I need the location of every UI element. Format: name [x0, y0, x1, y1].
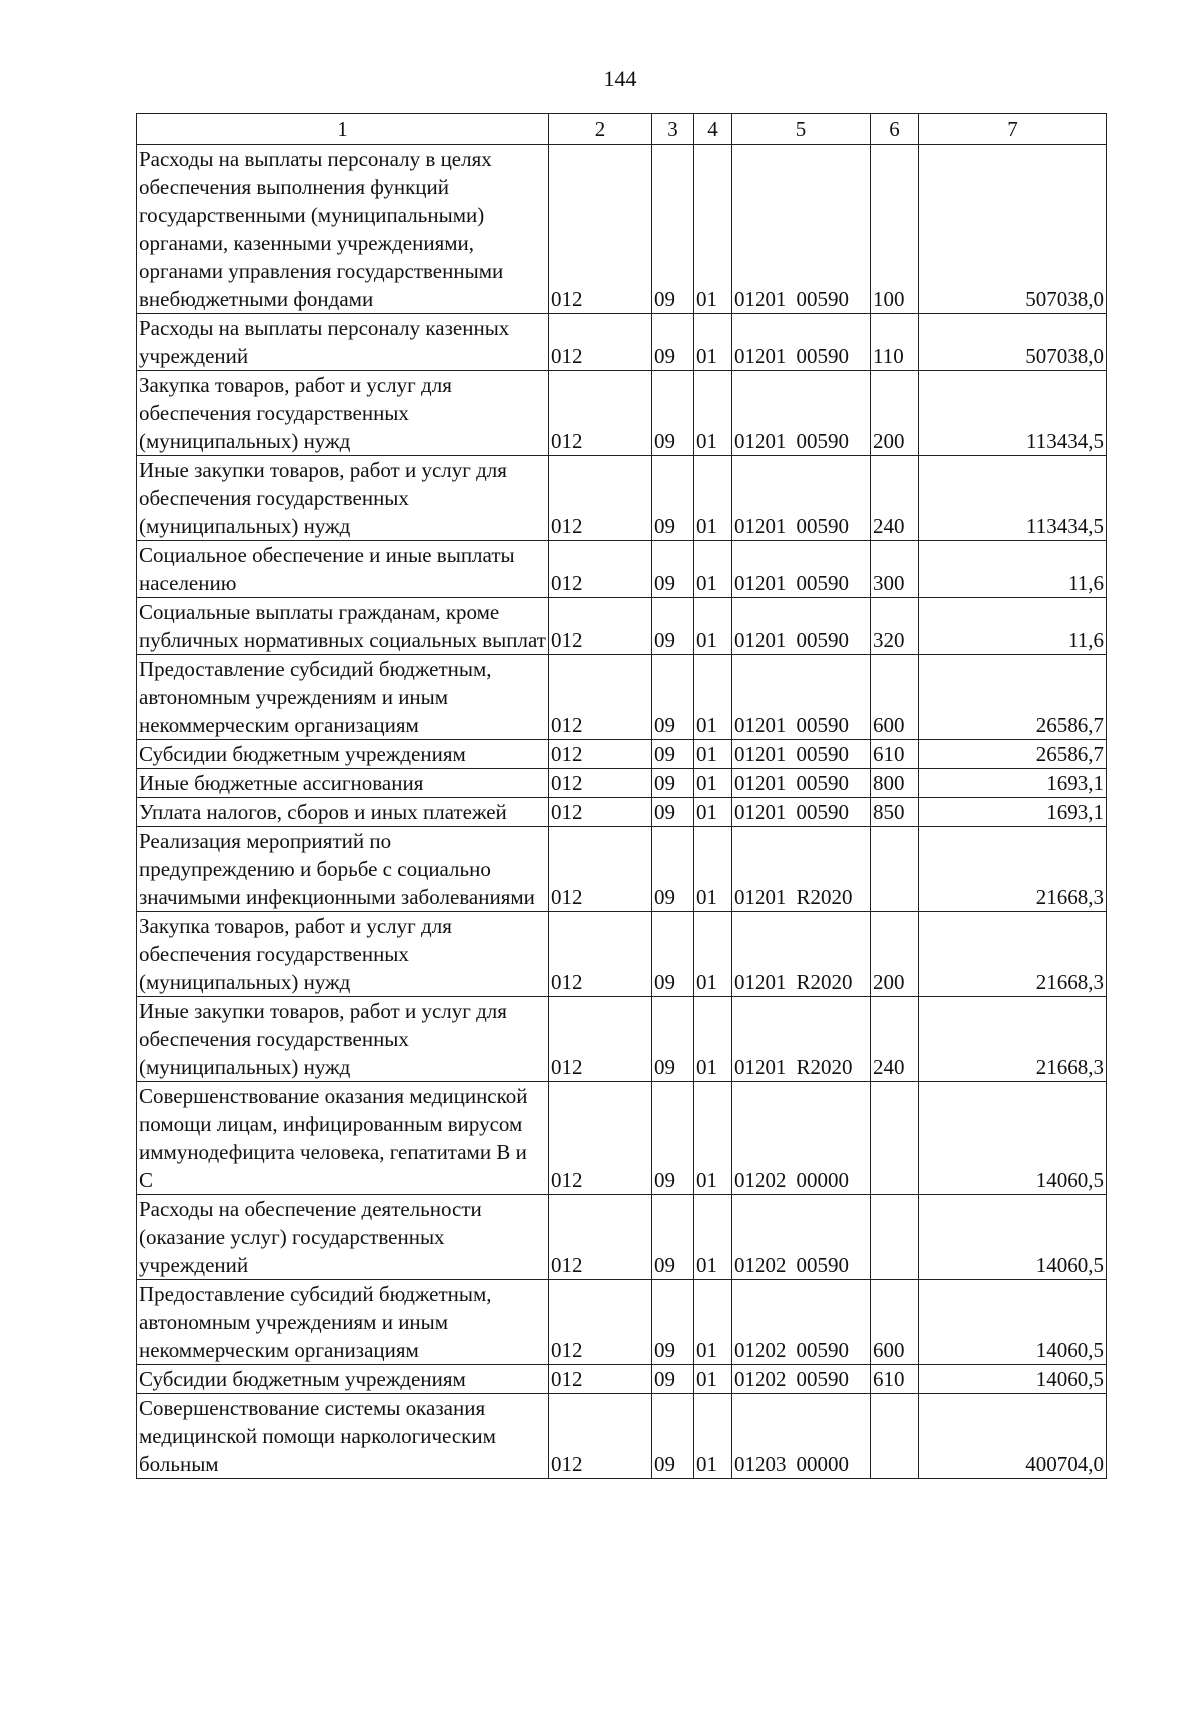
- section-code-cell: 09: [652, 1195, 694, 1280]
- table-row: [137, 1195, 1107, 1280]
- program-code: 01201: [734, 742, 787, 766]
- ministry-code-cell: 012: [549, 1365, 652, 1394]
- expense-type-cell: 240: [871, 997, 919, 1082]
- amount-cell: 507038,0: [919, 314, 1107, 371]
- expense-type-cell: 850: [871, 798, 919, 827]
- header-cell: 6: [871, 114, 919, 145]
- ministry-code-cell: 012: [549, 912, 652, 997]
- target-article-cell: [732, 371, 871, 456]
- expense-name-cell: Субсидии бюджетным учреждениям: [137, 1365, 549, 1394]
- expense-type-cell: 320: [871, 598, 919, 655]
- direction-code: 00590: [796, 287, 849, 311]
- section-code-cell: 09: [652, 798, 694, 827]
- program-code: 01202: [734, 1338, 787, 1362]
- amount-cell: 26586,7: [919, 655, 1107, 740]
- table-row: [137, 740, 1107, 769]
- expense-name-cell: Расходы на обеспечение деятельности (оказание услуг) государственных учреждений: [137, 1195, 549, 1280]
- direction-code: 00590: [796, 429, 849, 453]
- header-row: [137, 114, 1107, 145]
- subsection-code-cell: 01: [694, 655, 732, 740]
- amount-cell: 1693,1: [919, 798, 1107, 827]
- program-code: 01201: [734, 885, 787, 909]
- section-code-cell: 09: [652, 598, 694, 655]
- subsection-code-cell: 01: [694, 827, 732, 912]
- target-article-cell: [732, 1195, 871, 1280]
- subsection-code-cell: 01: [694, 145, 732, 314]
- direction-code: 00590: [796, 514, 849, 538]
- target-article-cell: [732, 1082, 871, 1195]
- expense-type-cell: 300: [871, 541, 919, 598]
- target-article-cell: [732, 740, 871, 769]
- page-number: 144: [603, 66, 637, 91]
- program-code: 01201: [734, 429, 787, 453]
- ministry-code-cell: 012: [549, 740, 652, 769]
- table-row: [137, 655, 1107, 740]
- ministry-code-cell: 012: [549, 541, 652, 598]
- expense-name-cell: Расходы на выплаты персоналу в целях обеспечения выполнения функций государственными (муниципальными) органами, казенными учреждениями, органами управления государственными внебюджетными фондами: [137, 145, 549, 314]
- target-article-cell: [732, 1394, 871, 1479]
- ministry-code-cell: 012: [549, 798, 652, 827]
- table-row: [137, 598, 1107, 655]
- expense-name-cell: Иные закупки товаров, работ и услуг для обеспечения государственных (муниципальных) нужд: [137, 997, 549, 1082]
- table-row: [137, 541, 1107, 598]
- direction-code: 00000: [796, 1168, 849, 1192]
- program-code: 01201: [734, 970, 787, 994]
- program-code: 01201: [734, 344, 787, 368]
- target-article-cell: [732, 456, 871, 541]
- amount-cell: 14060,5: [919, 1365, 1107, 1394]
- expense-name-cell: Социальное обеспечение и иные выплаты населению: [137, 541, 549, 598]
- table-row: [137, 314, 1107, 371]
- subsection-code-cell: 01: [694, 769, 732, 798]
- section-code-cell: 09: [652, 740, 694, 769]
- direction-code: 00590: [796, 344, 849, 368]
- section-code-cell: 09: [652, 1365, 694, 1394]
- ministry-code-cell: 012: [549, 827, 652, 912]
- expense-type-cell: [871, 1394, 919, 1479]
- subsection-code-cell: 01: [694, 1195, 732, 1280]
- expense-type-cell: [871, 827, 919, 912]
- table-row: [137, 456, 1107, 541]
- section-code-cell: 09: [652, 1394, 694, 1479]
- ministry-code-cell: 012: [549, 145, 652, 314]
- direction-code: 00590: [796, 628, 849, 652]
- target-article-cell: [732, 598, 871, 655]
- table-row: [137, 1280, 1107, 1365]
- expense-type-cell: [871, 1082, 919, 1195]
- direction-code: 00590: [796, 800, 849, 824]
- amount-cell: 11,6: [919, 541, 1107, 598]
- amount-cell: 26586,7: [919, 740, 1107, 769]
- subsection-code-cell: 01: [694, 1394, 732, 1479]
- table-row: [137, 798, 1107, 827]
- ministry-code-cell: 012: [549, 655, 652, 740]
- table-body: [137, 145, 1107, 1479]
- ministry-code-cell: 012: [549, 1082, 652, 1195]
- header-cell: 1: [137, 114, 549, 145]
- ministry-code-cell: 012: [549, 1394, 652, 1479]
- section-code-cell: 09: [652, 456, 694, 541]
- amount-cell: 507038,0: [919, 145, 1107, 314]
- table-row: [137, 1082, 1107, 1195]
- program-code: 01203: [734, 1452, 787, 1476]
- expense-name-cell: Иные закупки товаров, работ и услуг для обеспечения государственных (муниципальных) нужд: [137, 456, 549, 541]
- program-code: 01201: [734, 287, 787, 311]
- target-article-cell: [732, 997, 871, 1082]
- direction-code: 00590: [796, 1253, 849, 1277]
- subsection-code-cell: 01: [694, 371, 732, 456]
- table-row: [137, 145, 1107, 314]
- expense-name-cell: Предоставление субсидий бюджетным, автономным учреждениям и иным некоммерческим организациям: [137, 1280, 549, 1365]
- program-code: 01201: [734, 713, 787, 737]
- expense-name-cell: Уплата налогов, сборов и иных платежей: [137, 798, 549, 827]
- amount-cell: 21668,3: [919, 827, 1107, 912]
- target-article-cell: [732, 1365, 871, 1394]
- section-code-cell: 09: [652, 1082, 694, 1195]
- subsection-code-cell: 01: [694, 740, 732, 769]
- direction-code: 00590: [796, 1367, 849, 1391]
- expense-name-cell: Расходы на выплаты персоналу казенных учреждений: [137, 314, 549, 371]
- expense-type-cell: 240: [871, 456, 919, 541]
- section-code-cell: 09: [652, 145, 694, 314]
- subsection-code-cell: 01: [694, 1365, 732, 1394]
- expense-type-cell: 610: [871, 740, 919, 769]
- section-code-cell: 09: [652, 769, 694, 798]
- expense-name-cell: Субсидии бюджетным учреждениям: [137, 740, 549, 769]
- amount-cell: 14060,5: [919, 1280, 1107, 1365]
- section-code-cell: 09: [652, 314, 694, 371]
- target-article-cell: [732, 798, 871, 827]
- subsection-code-cell: 01: [694, 1082, 732, 1195]
- expense-name-cell: Предоставление субсидий бюджетным, автономным учреждениям и иным некоммерческим организациям: [137, 655, 549, 740]
- expense-type-cell: 200: [871, 912, 919, 997]
- expense-name-cell: Реализация мероприятий по предупреждению и борьбе с социально значимыми инфекционными заболеваниями: [137, 827, 549, 912]
- program-code: 01202: [734, 1253, 787, 1277]
- program-code: 01202: [734, 1168, 787, 1192]
- target-article-cell: [732, 541, 871, 598]
- ministry-code-cell: 012: [549, 598, 652, 655]
- subsection-code-cell: 01: [694, 912, 732, 997]
- amount-cell: 21668,3: [919, 997, 1107, 1082]
- ministry-code-cell: 012: [549, 997, 652, 1082]
- program-code: 01201: [734, 571, 787, 595]
- target-article-cell: [732, 769, 871, 798]
- section-code-cell: 09: [652, 541, 694, 598]
- subsection-code-cell: 01: [694, 456, 732, 541]
- target-article-cell: [732, 1280, 871, 1365]
- amount-cell: 113434,5: [919, 456, 1107, 541]
- direction-code: 00590: [796, 771, 849, 795]
- header-cell: 7: [919, 114, 1107, 145]
- table-row: [137, 827, 1107, 912]
- subsection-code-cell: 01: [694, 541, 732, 598]
- program-code: 01201: [734, 800, 787, 824]
- program-code: 01201: [734, 514, 787, 538]
- amount-cell: 11,6: [919, 598, 1107, 655]
- program-code: 01201: [734, 1055, 787, 1079]
- header-cell: 4: [694, 114, 732, 145]
- ministry-code-cell: 012: [549, 1195, 652, 1280]
- amount-cell: 14060,5: [919, 1082, 1107, 1195]
- direction-code: 00590: [796, 713, 849, 737]
- subsection-code-cell: 01: [694, 314, 732, 371]
- amount-cell: 400704,0: [919, 1394, 1107, 1479]
- program-code: 01201: [734, 771, 787, 795]
- ministry-code-cell: 012: [549, 371, 652, 456]
- ministry-code-cell: 012: [549, 314, 652, 371]
- amount-cell: 113434,5: [919, 371, 1107, 456]
- ministry-code-cell: 012: [549, 769, 652, 798]
- program-code: 01202: [734, 1367, 787, 1391]
- direction-code: 00590: [796, 571, 849, 595]
- section-code-cell: 09: [652, 827, 694, 912]
- subsection-code-cell: 01: [694, 1280, 732, 1365]
- target-article-cell: [732, 827, 871, 912]
- expense-name-cell: Социальные выплаты гражданам, кроме публичных нормативных социальных выплат: [137, 598, 549, 655]
- table-row: [137, 1365, 1107, 1394]
- expense-type-cell: [871, 1195, 919, 1280]
- expense-name-cell: Совершенствование оказания медицинской помощи лицам, инфицированным вирусом иммунодефицита человека, гепатитами B и C: [137, 1082, 549, 1195]
- subsection-code-cell: 01: [694, 798, 732, 827]
- ministry-code-cell: 012: [549, 1280, 652, 1365]
- table-row: [137, 912, 1107, 997]
- target-article-cell: [732, 912, 871, 997]
- direction-code: 00000: [796, 1452, 849, 1476]
- section-code-cell: 09: [652, 912, 694, 997]
- direction-code: 00590: [796, 1338, 849, 1362]
- section-code-cell: 09: [652, 655, 694, 740]
- expense-name-cell: Совершенствование системы оказания медицинской помощи наркологическим больным: [137, 1394, 549, 1479]
- program-code: 01201: [734, 628, 787, 652]
- table-row: [137, 769, 1107, 798]
- direction-code: R2020: [796, 1055, 853, 1079]
- target-article-cell: [732, 655, 871, 740]
- expense-type-cell: 600: [871, 1280, 919, 1365]
- expense-type-cell: 600: [871, 655, 919, 740]
- header-cell: 5: [732, 114, 871, 145]
- expense-name-cell: Закупка товаров, работ и услуг для обеспечения государственных (муниципальных) нужд: [137, 912, 549, 997]
- direction-code: R2020: [796, 970, 853, 994]
- expense-type-cell: 100: [871, 145, 919, 314]
- budget-table: [136, 113, 1107, 1479]
- target-article-cell: [732, 314, 871, 371]
- amount-cell: 14060,5: [919, 1195, 1107, 1280]
- expense-type-cell: 200: [871, 371, 919, 456]
- header-cell: 3: [652, 114, 694, 145]
- amount-cell: 1693,1: [919, 769, 1107, 798]
- expense-type-cell: 800: [871, 769, 919, 798]
- table-row: [137, 1394, 1107, 1479]
- section-code-cell: 09: [652, 997, 694, 1082]
- target-article-cell: [732, 145, 871, 314]
- expense-name-cell: Иные бюджетные ассигнования: [137, 769, 549, 798]
- amount-cell: 21668,3: [919, 912, 1107, 997]
- subsection-code-cell: 01: [694, 598, 732, 655]
- direction-code: R2020: [796, 885, 853, 909]
- table-row: [137, 997, 1107, 1082]
- ministry-code-cell: 012: [549, 456, 652, 541]
- expense-type-cell: 110: [871, 314, 919, 371]
- expense-name-cell: Закупка товаров, работ и услуг для обеспечения государственных (муниципальных) нужд: [137, 371, 549, 456]
- table-row: [137, 371, 1107, 456]
- section-code-cell: 09: [652, 1280, 694, 1365]
- expense-type-cell: 610: [871, 1365, 919, 1394]
- header-cell: 2: [549, 114, 652, 145]
- section-code-cell: 09: [652, 371, 694, 456]
- subsection-code-cell: 01: [694, 997, 732, 1082]
- direction-code: 00590: [796, 742, 849, 766]
